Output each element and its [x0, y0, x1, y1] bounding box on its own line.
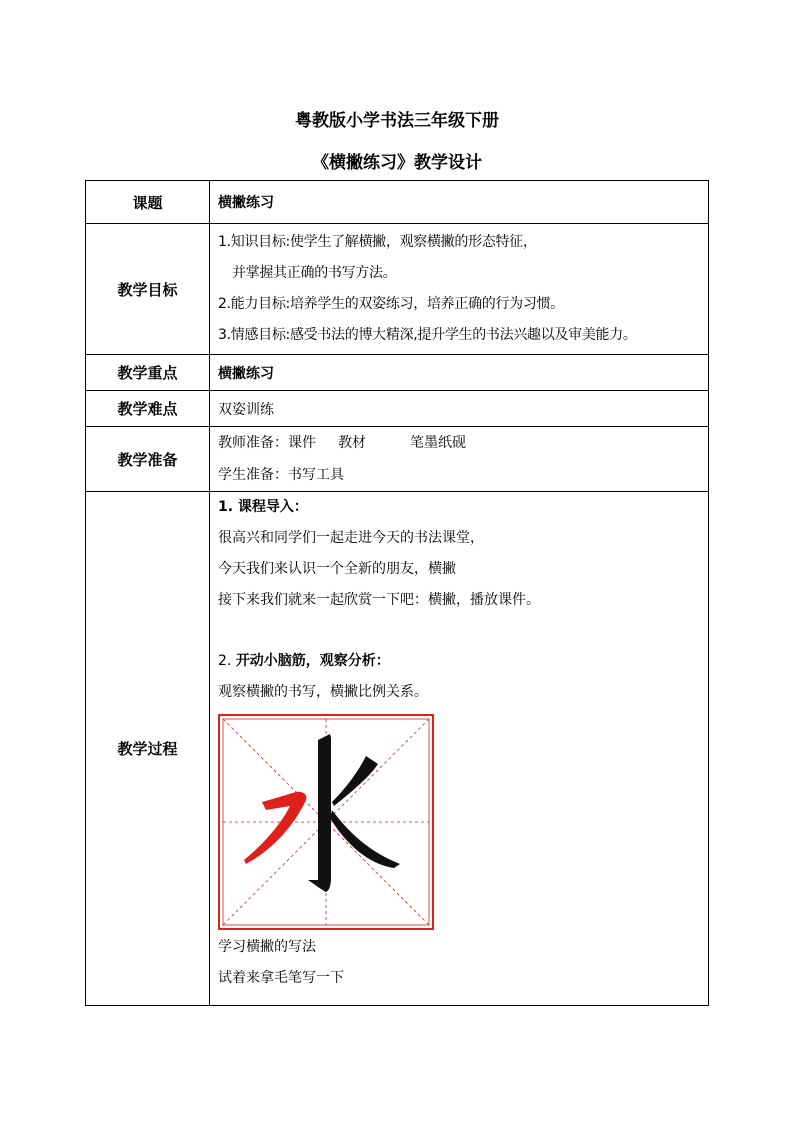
section1-line: 今天我们来认识一个全新的朋友，横撇 [218, 561, 456, 577]
goal-item: 并掌握其正确的书写方法。 [232, 265, 397, 281]
process-label: 教学过程 [86, 492, 210, 1006]
section1-line: 接下来我们就来一起欣赏一下吧：横撇，播放课件。 [218, 592, 540, 608]
teacher-prep-item: 教材 [338, 435, 366, 451]
rice-grid-character-image [218, 714, 434, 930]
after-line: 试着来拿毛笔写一下 [218, 970, 344, 986]
preparation-label: 教学准备 [86, 427, 210, 492]
section2-title [218, 646, 708, 677]
difficulty-label: 教学难点 [86, 391, 210, 427]
section2-line: 观察横撇的书写，横撇比例关系。 [218, 684, 428, 700]
difficulty-value: 双姿训练 [210, 391, 709, 427]
teacher-prep-item: 笔墨纸砚 [410, 435, 466, 451]
section1-title: 1. 课程导入： [218, 499, 308, 515]
difficulty-row [86, 391, 709, 427]
section1-line: 很高兴和同学们一起走进今天的书法课堂， [218, 530, 484, 546]
key-point-label: 教学重点 [86, 355, 210, 391]
section2-heading: 开动小脑筋，观察分析： [235, 653, 390, 669]
goal-item: 1.知识目标:使学生了解横撇，观察横撇的形态特征， [218, 234, 537, 250]
teacher-prep-prefix: 教师准备：课件 [218, 435, 316, 451]
goals-row [86, 224, 709, 355]
after-line: 学习横撇的写法 [218, 939, 316, 955]
subject-value: 横撇练习 [210, 181, 709, 224]
subject-row [86, 181, 709, 224]
process-value [210, 492, 709, 1006]
student-preparation: 学生准备：书写工具 [218, 467, 344, 483]
key-point-row [86, 355, 709, 391]
teacher-preparation [218, 427, 708, 459]
lesson-plan-table [85, 180, 709, 1006]
subject-label: 课题 [86, 181, 210, 224]
key-point-value: 横撇练习 [210, 355, 709, 391]
goal-item: 3.情感目标:感受书法的博大精深,提升学生的书法兴趣以及审美能力。 [218, 327, 637, 343]
document-subtitle: 《横撇练习》教学设计 [312, 153, 482, 173]
goals-value [210, 224, 709, 355]
section2-number: 2. [218, 653, 232, 669]
preparation-value [210, 427, 709, 492]
preparation-row [86, 427, 709, 492]
character-grid-figure [218, 714, 434, 930]
goal-item: 2.能力目标:培养学生的双姿练习，培养正确的行为习惯。 [218, 296, 564, 312]
goals-label: 教学目标 [86, 224, 210, 355]
process-row [86, 492, 709, 1006]
document-title: 粤教版小学书法三年级下册 [295, 111, 499, 131]
